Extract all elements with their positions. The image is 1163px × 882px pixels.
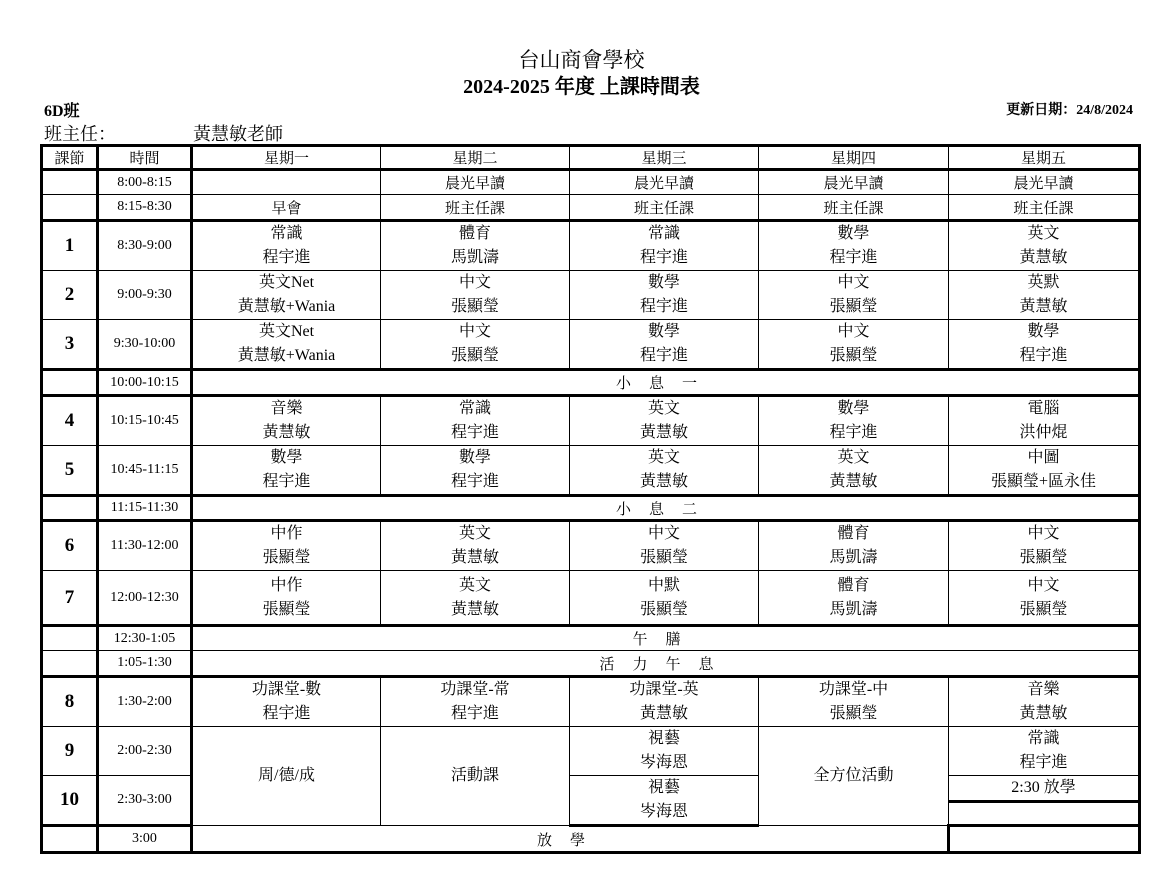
subject-label: 體育: [458, 225, 491, 242]
time-cell: 12:30-1:05: [98, 626, 192, 651]
subject-label: 中文: [458, 274, 491, 291]
lesson-cell: [570, 221, 759, 271]
table-row: [42, 195, 1140, 221]
lesson-cell: [381, 271, 570, 320]
lesson-cell: [570, 271, 759, 320]
subject-label: 中文: [458, 323, 491, 340]
lesson-cell: [570, 776, 759, 826]
table-row: [42, 221, 1140, 271]
time-cell: 2:00-2:30: [98, 727, 192, 776]
subject-label: 常識: [647, 225, 680, 242]
header-wednesday: 星期三: [570, 146, 759, 170]
time-cell: 9:00-9:30: [98, 271, 192, 320]
lesson-cell: [192, 571, 381, 626]
teacher-label: 馬凱濤: [829, 600, 878, 618]
table-row: [42, 170, 1140, 195]
lesson-cell: 周/德/成: [192, 727, 381, 826]
teacher-label: 張顯瑩: [829, 347, 878, 364]
lesson-cell: [759, 271, 949, 320]
lesson-cell: 活動課: [381, 727, 570, 826]
teacher-label: 張顯瑩: [829, 298, 878, 315]
teacher-label: 黃慧敏: [639, 473, 688, 490]
teacher-label: 程宇進: [1019, 347, 1068, 364]
teacher-label: 黃慧敏: [1019, 705, 1068, 722]
subject-label: 音樂: [1027, 681, 1060, 698]
lesson-cell: 全方位活動: [759, 727, 949, 826]
subject-label: 數學: [458, 449, 491, 466]
break-label: 活力午息: [192, 651, 1140, 677]
break-row: [42, 651, 1140, 677]
lesson-cell: [381, 396, 570, 446]
end-row: [42, 826, 1140, 853]
teacher-label: 張顯瑩: [639, 549, 688, 566]
lesson-cell: [759, 521, 949, 571]
dismissal-cell: [949, 776, 1140, 826]
empty-cell: [949, 826, 1140, 853]
header-time: 時間: [98, 146, 192, 170]
lesson-cell: [759, 221, 949, 271]
lesson-cell: [949, 320, 1140, 370]
period-cell: [42, 496, 98, 521]
period-number: 8: [42, 677, 98, 727]
lesson-cell: [949, 677, 1140, 727]
lesson-cell: [192, 677, 381, 727]
schedule-cell: 晨光早讀: [949, 170, 1140, 195]
lesson-cell: [570, 396, 759, 446]
teacher-label: 張顯瑩: [262, 549, 311, 566]
table-row: [42, 727, 1140, 776]
subject-label: 英默: [1027, 274, 1060, 291]
lesson-cell: [949, 727, 1140, 776]
subject-label: 中文: [647, 525, 680, 542]
lesson-cell: [381, 221, 570, 271]
period-number: 2: [42, 271, 98, 320]
subject-label: 功課堂-中: [818, 681, 889, 698]
teacher-label: 程宇進: [450, 705, 499, 722]
teacher-label: 張顯瑩: [639, 600, 688, 618]
subject-label: 數學: [1027, 323, 1060, 340]
time-cell: 10:45-11:15: [98, 446, 192, 496]
lesson-cell: [381, 521, 570, 571]
teacher-label: 黃慧敏+Wania: [237, 298, 336, 315]
subject-label: 功課堂-常: [440, 681, 510, 698]
table-row: [42, 446, 1140, 496]
header-tuesday: 星期二: [381, 146, 570, 170]
subject-label: 英文Net: [258, 274, 315, 291]
schedule-cell: 晨光早讀: [570, 170, 759, 195]
subject-label: 視藝: [647, 779, 680, 796]
subject-label: 中作: [270, 576, 303, 594]
period-number: 6: [42, 521, 98, 571]
teacher-label: 程宇進: [829, 249, 878, 266]
table-row: [42, 677, 1140, 727]
teacher-label: 程宇進: [450, 473, 499, 490]
subject-label: 中文: [837, 274, 870, 291]
header-period: 課節: [42, 146, 98, 170]
subject-label: 體育: [837, 576, 870, 594]
break-label: 小息二: [192, 496, 1140, 521]
teacher-label: 黃慧敏: [829, 473, 878, 490]
lesson-cell: [759, 320, 949, 370]
lesson-cell: [192, 521, 381, 571]
lesson-cell: [759, 446, 949, 496]
lesson-cell: [381, 320, 570, 370]
subject-label: 數學: [647, 323, 680, 340]
teacher-label: 程宇進: [262, 249, 311, 266]
period-cell: [42, 651, 98, 677]
header-thursday: 星期四: [759, 146, 949, 170]
dismissal-label: 放學: [192, 826, 949, 853]
schedule-cell: [192, 170, 381, 195]
time-cell: 3:00: [98, 826, 192, 853]
header-friday: 星期五: [949, 146, 1140, 170]
lesson-cell: [381, 446, 570, 496]
time-cell: 10:15-10:45: [98, 396, 192, 446]
break-label: 午膳: [192, 626, 1140, 651]
teacher-label: 洪仲焜: [1019, 424, 1068, 441]
time-cell: 2:30-3:00: [98, 776, 192, 826]
teacher-label: 黃慧敏: [1019, 298, 1068, 315]
subject-label: 中圖: [1027, 449, 1060, 466]
break-row: [42, 496, 1140, 521]
subject-label: 體育: [837, 525, 870, 542]
period-number: 10: [42, 776, 98, 826]
table-row: [42, 571, 1140, 626]
teacher-label: 程宇進: [1019, 754, 1068, 771]
period-cell: [42, 195, 98, 221]
teacher-label: 程宇進: [829, 424, 878, 441]
time-cell: 9:30-10:00: [98, 320, 192, 370]
teacher-label: 程宇進: [639, 249, 688, 266]
time-cell: 8:15-8:30: [98, 195, 192, 221]
lesson-cell: [192, 446, 381, 496]
lesson-cell: [570, 677, 759, 727]
lesson-cell: [949, 221, 1140, 271]
subject-label: 中文: [1027, 525, 1060, 542]
period-number: 7: [42, 571, 98, 626]
subject-label: 功課堂-數: [251, 681, 322, 698]
teacher-label: 張顯瑩: [1019, 549, 1068, 566]
break-row: [42, 626, 1140, 651]
period-number: 4: [42, 396, 98, 446]
updated-date: 更新日期：24/8/2024: [1006, 103, 1133, 118]
lesson-cell: [949, 571, 1140, 626]
lesson-cell: [949, 521, 1140, 571]
break-label: 小息一: [192, 370, 1140, 396]
subject-label: 英文: [647, 449, 680, 466]
schedule-cell: 班主任課: [759, 195, 949, 221]
time-cell: 1:30-2:00: [98, 677, 192, 727]
schedule-cell: 班主任課: [570, 195, 759, 221]
lesson-cell: [192, 320, 381, 370]
subject-label: 數學: [837, 400, 870, 417]
lesson-cell: [570, 320, 759, 370]
period-cell: [42, 626, 98, 651]
subject-label: 常識: [1027, 730, 1060, 747]
period-cell: [42, 170, 98, 195]
teacher-label: 程宇進: [639, 347, 688, 364]
teacher-label: 岑海恩: [639, 754, 688, 771]
time-cell: 10:00-10:15: [98, 370, 192, 396]
time-cell: 1:05-1:30: [98, 651, 192, 677]
subject-label: 電腦: [1027, 400, 1060, 417]
subject-label: 數學: [270, 449, 303, 466]
teacher-label: 程宇進: [639, 298, 688, 315]
teacher-label: 黃慧敏: [450, 600, 499, 618]
table-row: [42, 396, 1140, 446]
teacher-label: 張顯瑩: [450, 347, 499, 364]
break-row: [42, 370, 1140, 396]
table-row: [42, 320, 1140, 370]
lesson-cell: [949, 271, 1140, 320]
subject-label: 英文Net: [258, 323, 315, 340]
lesson-cell: [192, 271, 381, 320]
period-cell: [42, 370, 98, 396]
subject-label: 數學: [837, 225, 870, 242]
school-name: 台山商會學校: [518, 48, 645, 72]
period-number: 5: [42, 446, 98, 496]
teacher-label: 程宇進: [262, 473, 311, 490]
lesson-cell: [949, 396, 1140, 446]
subject-label: 數學: [647, 274, 680, 291]
teacher-label: 馬凱濤: [450, 249, 499, 266]
lesson-cell: [570, 727, 759, 776]
lesson-cell: [192, 221, 381, 271]
lesson-cell: [759, 677, 949, 727]
teacher-label: 張顯瑩: [262, 600, 311, 618]
subject-label: 常識: [270, 225, 303, 242]
subject-label: 視藝: [647, 730, 680, 747]
timetable-title: 2024-2025 年度 上課時間表: [463, 76, 700, 98]
time-cell: 12:00-12:30: [98, 571, 192, 626]
subject-label: 功課堂-英: [629, 681, 699, 698]
subject-label: 英文: [837, 449, 870, 466]
schedule-cell: 班主任課: [949, 195, 1140, 221]
lesson-cell: [192, 396, 381, 446]
teacher-label: 黃慧敏: [262, 424, 311, 441]
subject-label: 常識: [458, 400, 491, 417]
subject-label: 英文: [647, 400, 680, 417]
lesson-cell: [759, 571, 949, 626]
subject-label: 英文: [458, 576, 491, 594]
lesson-cell: [381, 677, 570, 727]
teacher-label: 岑海恩: [639, 803, 688, 820]
period-number: 3: [42, 320, 98, 370]
teacher-label: 黃慧敏: [450, 549, 499, 566]
teacher-label: 馬凱濤: [829, 549, 878, 566]
period-cell: [42, 826, 98, 853]
time-cell: 8:00-8:15: [98, 170, 192, 195]
subject-label: 中文: [1027, 576, 1060, 594]
teacher-label: 黃慧敏: [1019, 249, 1068, 266]
subject-label: 音樂: [270, 400, 303, 417]
lesson-cell: [570, 446, 759, 496]
time-cell: 11:15-11:30: [98, 496, 192, 521]
lesson-cell: [759, 396, 949, 446]
subject-label: 英文: [1027, 225, 1060, 242]
subject-label: 中默: [647, 576, 680, 594]
teacher-label: 黃慧敏: [639, 705, 688, 722]
teacher-label: 張顯瑩: [1019, 600, 1068, 618]
timetable: [40, 144, 1141, 854]
header-monday: 星期一: [192, 146, 381, 170]
class-name: 6D班: [44, 103, 80, 120]
teacher-label: 張顯瑩: [829, 705, 878, 722]
subject-label: 中文: [837, 323, 870, 340]
lesson-cell: [381, 571, 570, 626]
period-number: 1: [42, 221, 98, 271]
period-number: 9: [42, 727, 98, 776]
schedule-cell: 晨光早讀: [759, 170, 949, 195]
schedule-cell: 早會: [192, 195, 381, 221]
lesson-cell: [570, 521, 759, 571]
time-cell: 11:30-12:00: [98, 521, 192, 571]
schedule-cell: 晨光早讀: [381, 170, 570, 195]
teacher-label: 張顯瑩: [450, 298, 499, 315]
teacher-label: 程宇進: [262, 705, 311, 722]
dismissal-note: 2:30 放學: [949, 776, 1138, 803]
lesson-cell: [570, 571, 759, 626]
table-row: [42, 271, 1140, 320]
time-cell: 8:30-9:00: [98, 221, 192, 271]
teacher-label: 黃慧敏+Wania: [237, 347, 336, 364]
table-row: [42, 521, 1140, 571]
subject-label: 中作: [270, 525, 303, 542]
teacher-label: 程宇進: [450, 424, 499, 441]
class-teacher-name: 黃慧敏老師: [193, 124, 283, 144]
header-row: [42, 146, 1140, 170]
teacher-label: 張顯瑩+區永佳: [990, 473, 1097, 490]
teacher-label: 黃慧敏: [639, 424, 688, 441]
subject-label: 英文: [458, 525, 491, 542]
class-teacher-label: 班主任：: [44, 124, 116, 144]
lesson-cell: [949, 446, 1140, 496]
schedule-cell: 班主任課: [381, 195, 570, 221]
